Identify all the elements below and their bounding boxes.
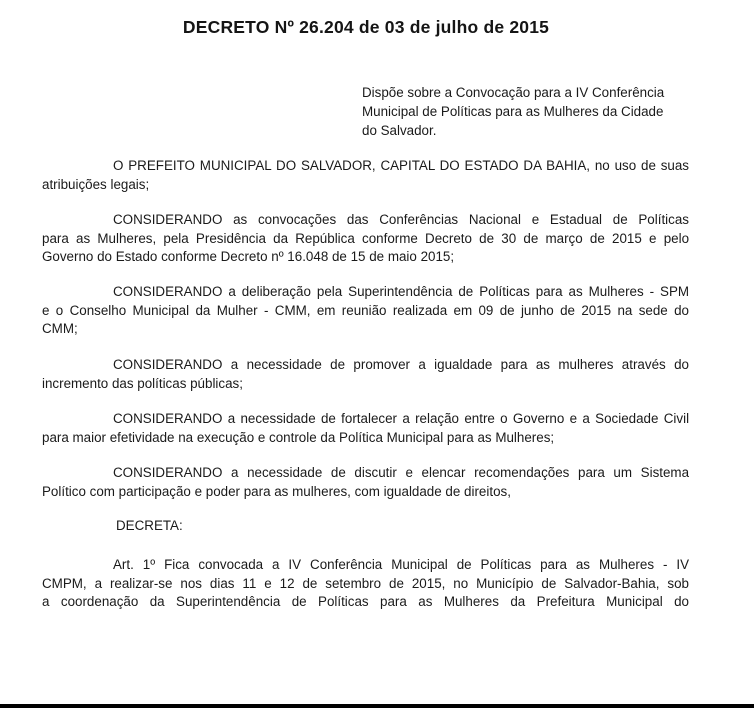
decree-summary [362,83,692,140]
paragraph-line: para maior efetividade na execução e controle da Política Municipal para as Mulheres; [42,429,555,445]
paragraph-considerando-1 [42,211,689,267]
paragraph-considerando-2 [42,283,689,339]
summary-line: Municipal de Políticas para as Mulheres da Cidade [362,104,664,119]
paragraph-line: CONSIDERANDO a necessidade de fortalecer a relação entre o Governo e a Sociedade Civil [113,411,689,426]
paragraph-considerando-3 [42,356,689,393]
paragraph-line: Político com participação e poder para as mulheres, com igualdade de direitos, [42,483,511,499]
paragraph-line: incremento das políticas públicas; [42,375,243,391]
paragraph-line: CONSIDERANDO a necessidade de discutir e elencar recomendações para um Sistema [113,465,689,480]
paragraph-line: CMM; [42,321,78,336]
article-1 [42,556,689,612]
decree-title: DECRETO Nº 26.204 de 03 de julho de 2015 [182,17,550,37]
summary-line: do Salvador. [362,123,437,138]
paragraph-preamble [42,157,689,194]
paragraph-considerando-4 [42,410,689,447]
paragraph-line: CMPM, a realizar-se nos dias 11 e 12 de setembro de 2015, no Município de Salvador-Bahia, sob [42,575,689,591]
summary-line: Dispõe sobre a Convocação para a IV Conferência [362,85,665,100]
paragraph-line: CONSIDERANDO a deliberação pela Superintendência de Políticas para as Mulheres - SPM [113,284,689,299]
paragraph-line: CONSIDERANDO as convocações das Conferências Nacional e Estadual de Políticas [113,212,689,227]
paragraph-line: Art. 1º Fica convocada a IV Conferência Municipal de Políticas para as Mulheres - IV [113,557,689,572]
paragraph-line: a coordenação da Superintendência de Políticas para as Mulheres da Prefeitura Municipal do [42,594,689,609]
paragraph-line: O PREFEITO MUNICIPAL DO SALVADOR, CAPITAL DO ESTADO DA BAHIA, no uso de suas [113,158,689,173]
paragraph-line: CONSIDERANDO a necessidade de promover a igualdade para as mulheres através do [113,357,689,372]
paragraph-line: para as Mulheres, pela Presidência da República conforme Decreto de 30 de março de 2015 e pelo [42,230,689,246]
paragraph-considerando-5 [42,464,689,501]
paragraph-line: Governo do Estado conforme Decreto nº 16.048 de 15 de maio 2015; [42,249,455,264]
paragraph-line: e o Conselho Municipal da Mulher - CMM, em reunião realizada em 09 de junho de 2015 na sede do [42,302,689,318]
bottom-border [0,704,754,708]
paragraph-line: atribuições legais; [42,176,150,192]
decreta-heading: DECRETA: [116,518,183,533]
